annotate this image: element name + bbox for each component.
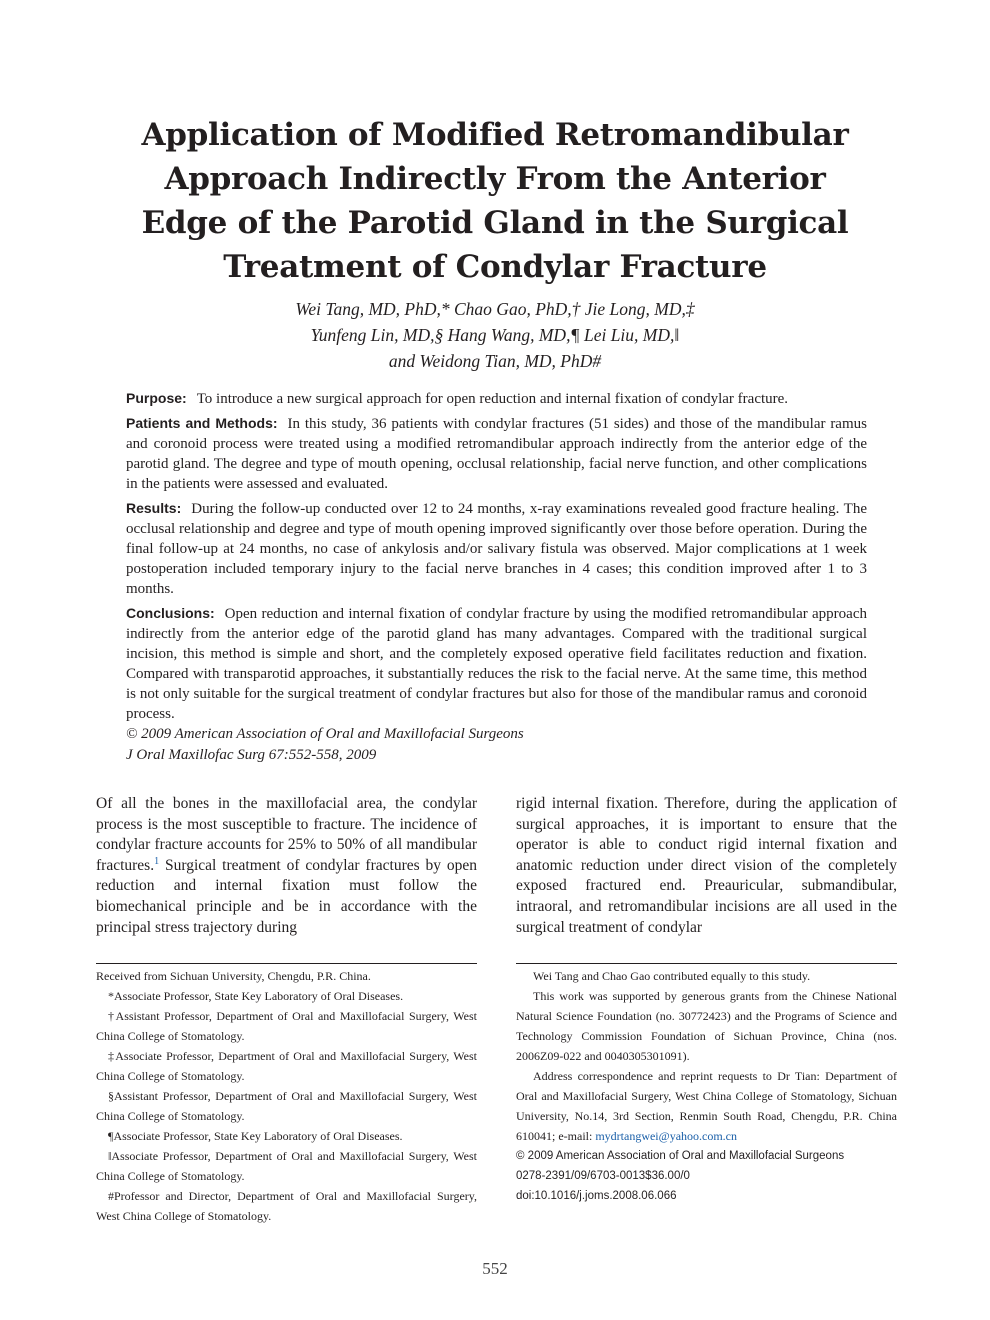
- correspondence-address: Address correspondence and reprint requests to Dr Tian: Department of Oral and Maxillofacial Surgery, West China College of Stomatology, Sichuan University, No.14, 3rd Section, Renmin South Road, Chengdu, P.R. China 610041; e-mail:: [516, 1069, 897, 1143]
- results-label: Results:: [126, 500, 182, 516]
- correspondence-footnotes: [516, 966, 897, 1206]
- abstract-results: [126, 498, 867, 599]
- author-list: [100, 296, 890, 374]
- conclusions-text: Open reduction and internal fixation of condylar fracture by using the modified retromandibular approach indirectly from the anterior edge of the parotid gland has many advantages. Compared with the traditional surgical incision, this method is simple and short, and the completely exposed operative field facilitates reduction and fixation. Compared with transparotid approaches, it substantially reduces the risk to the facial nerve. At the same time, this method is not only suitable for the surgical treatment of condylar fractures but also for those of the mandibular ramus and coronoid process.: [126, 606, 867, 722]
- footnote-divider-right: [516, 963, 897, 964]
- footnote-divider-left: [96, 963, 477, 964]
- footnote-copyright: © 2009 American Association of Oral and Maxillofacial Surgeons: [516, 1150, 845, 1162]
- footnote-affiliation-1: *Associate Professor, State Key Laboratory of Oral Diseases.: [108, 989, 404, 1003]
- results-text: During the follow-up conducted over 12 to 24 months, x-ray examinations revealed good fracture healing. The occlusal relationship and degree and type of mouth opening improved significantly over those before operation. During the final follow-up at 24 months, no case of ankylosis and/or salivary fistula was observed. Major complications at 1 week postoperation included temporary injury to the facial nerve branches in 4 cases; this condition improved after 1 to 3 months.: [126, 501, 867, 597]
- reference-link-1[interactable]: 1: [154, 855, 160, 867]
- footnote-affiliation-2: †Assistant Professor, Department of Oral and Maxillofacial Surgery, West China College of Stomatology.: [96, 1009, 477, 1043]
- author-line-3: and Weidong Tian, MD, PhD#: [388, 351, 602, 371]
- affiliation-footnotes: [96, 966, 477, 1226]
- purpose-text: To introduce a new surgical approach for open reduction and internal fixation of condylar fracture.: [196, 391, 789, 407]
- intro-paragraph-continued: rigid internal fixation. Therefore, during the application of surgical approaches, it is important to ensure that the operator is able to conduct rigid internal fixation and anatomic reduction under direct vision of the completely exposed fractured end. Preauricular, submandibular, intraoral, and retromandibular incisions are all used in the surgical treatment of condylar: [516, 795, 897, 936]
- title-line-2: Approach Indirectly From the Anterior: [164, 161, 826, 197]
- footnote-issn: 0278-2391/09/6703-0013$36.00/0: [516, 1170, 690, 1182]
- article-title: [100, 113, 890, 289]
- footnote-funding: This work was supported by generous grants from the Chinese National Natural Science Foundation (no. 30772423) and the Programs of Science and Technology Commission Foundation of Sichuan Province, China (nos. 2006Z09-022 and 0040305301091).: [516, 989, 897, 1063]
- footnote-equal-contribution: Wei Tang and Chao Gao contributed equally to this study.: [533, 969, 811, 983]
- intro-text-start: Of all the bones in the maxillofacial area, the condylar process is the most susceptible to fracture. The incidence of condylar fracture accounts for 25% to 50% of all mandibular fractures.: [96, 795, 477, 874]
- footnote-correspondence: [516, 1066, 897, 1146]
- purpose-label: Purpose:: [126, 390, 187, 406]
- footnote-doi[interactable]: doi:10.1016/j.joms.2008.06.066: [516, 1190, 677, 1202]
- footnote-affiliation-7: #Professor and Director, Department of Oral and Maxillofacial Surgery, West China College of Stomatology.: [96, 1189, 477, 1223]
- title-line-3: Edge of the Parotid Gland in the Surgical: [141, 205, 849, 241]
- title-line-4: Treatment of Condylar Fracture: [223, 249, 767, 285]
- abstract: [126, 388, 867, 766]
- abstract-conclusions: [126, 603, 867, 724]
- body-column-right: [516, 794, 897, 938]
- abstract-citation: J Oral Maxillofac Surg 67:552-558, 2009: [126, 747, 377, 763]
- footnote-received: Received from Sichuan University, Chengdu, P.R. China.: [96, 969, 371, 983]
- footnote-affiliation-4: §Assistant Professor, Department of Oral and Maxillofacial Surgery, West China College of Stomatology.: [96, 1089, 477, 1123]
- body-column-left: [96, 794, 477, 938]
- methods-text: In this study, 36 patients with condylar fractures (51 sides) and those of the mandibular ramus and coronoid process were treated using a modified retromandibular approach indirectly from the anterior edge of the parotid gland. The degree and type of mouth opening, occlusal relationship, facial nerve function, and other complications in the patients were assessed and evaluated.: [126, 416, 867, 492]
- footnote-affiliation-6: ‖Associate Professor, Department of Oral and Maxillofacial Surgery, West China College of Stomatology.: [96, 1149, 477, 1183]
- abstract-copyright: © 2009 American Association of Oral and Maxillofacial Surgeons: [126, 726, 524, 742]
- conclusions-label: Conclusions:: [126, 605, 215, 621]
- correspondence-email-link[interactable]: mydrtangwei@yahoo.com.cn: [595, 1129, 738, 1143]
- methods-label: Patients and Methods:: [126, 415, 278, 431]
- footnote-affiliation-3: ‡Associate Professor, Department of Oral and Maxillofacial Surgery, West China College of Stomatology.: [96, 1049, 477, 1083]
- footnote-affiliation-5: ¶Associate Professor, State Key Laboratory of Oral Diseases.: [108, 1129, 403, 1143]
- page-number: 552: [482, 1259, 508, 1278]
- intro-paragraph: [96, 794, 477, 938]
- abstract-methods: [126, 413, 867, 494]
- author-line-2: Yunfeng Lin, MD,§ Hang Wang, MD,¶ Lei Liu, MD,‖: [310, 325, 680, 345]
- abstract-purpose: [126, 388, 867, 409]
- author-line-1: Wei Tang, MD, PhD,* Chao Gao, PhD,† Jie Long, MD,‡: [295, 299, 695, 319]
- title-line-1: Application of Modified Retromandibular: [141, 117, 849, 153]
- intro-text-end: Surgical treatment of condylar fractures by open reduction and internal fixation must follow the biomechanical principle and be in accordance with the principal stress trajectory during: [96, 856, 477, 936]
